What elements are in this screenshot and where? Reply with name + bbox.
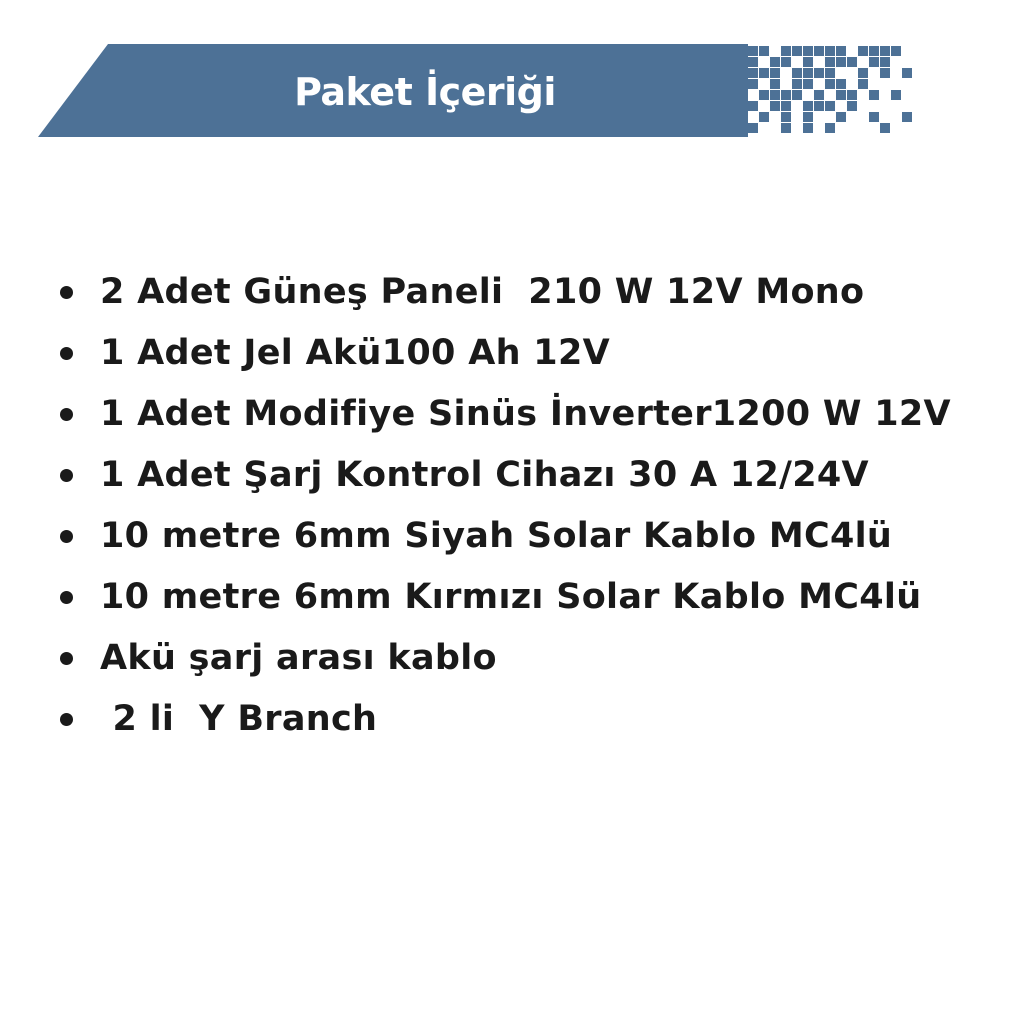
pattern-pixel [814,46,824,56]
bullet-icon [60,591,73,604]
pixel-pattern-decoration [748,46,912,133]
pattern-pixel [902,68,912,78]
pattern-pixel [803,101,813,111]
pattern-pixel [781,112,791,122]
pattern-pixel [803,112,813,122]
pattern-pixel [880,57,890,67]
list-item [52,384,1012,445]
list-item-text: 10 metre 6mm Kırmızı Solar Kablo MC4lü [100,577,922,617]
pattern-pixel [792,68,802,78]
pattern-pixel [770,68,780,78]
pattern-pixel [748,46,758,56]
pattern-pixel [792,46,802,56]
pattern-pixel [759,90,769,100]
pattern-pixel [748,57,758,67]
pattern-pixel [814,68,824,78]
pattern-pixel [880,123,890,133]
pattern-pixel [792,79,802,89]
pattern-pixel [748,123,758,133]
pattern-pixel [836,79,846,89]
pattern-pixel [825,79,835,89]
header-banner [0,0,1024,150]
pattern-pixel [858,46,868,56]
pattern-pixel [781,90,791,100]
list-item-text: 1 Adet Jel Akü100 Ah 12V [100,333,610,373]
bullet-icon [60,347,73,360]
page-title: Paket İçeriği [294,70,556,114]
bullet-icon [60,286,73,299]
pattern-pixel [759,112,769,122]
bullet-icon [60,652,73,665]
pattern-pixel [814,90,824,100]
pattern-pixel [770,90,780,100]
pattern-pixel [781,46,791,56]
pattern-pixel [825,46,835,56]
pattern-pixel [836,57,846,67]
pattern-pixel [770,57,780,67]
list-item-text: 2 Adet Güneş Paneli 210 W 12V Mono [100,272,865,312]
pattern-pixel [781,123,791,133]
pattern-pixel [869,90,879,100]
pattern-pixel [847,90,857,100]
pattern-pixel [748,101,758,111]
pattern-pixel [880,68,890,78]
list-item [52,506,1012,567]
list-item [52,262,1012,323]
package-contents-list [52,262,1012,750]
pattern-pixel [825,101,835,111]
pattern-pixel [803,79,813,89]
bullet-icon [60,713,73,726]
bullet-icon [60,469,73,482]
pattern-pixel [781,101,791,111]
bullet-icon [60,530,73,543]
pattern-pixel [770,101,780,111]
pattern-pixel [891,90,901,100]
list-item-text: 1 Adet Şarj Kontrol Cihazı 30 A 12/24V [100,455,869,495]
pattern-pixel [847,57,857,67]
pattern-pixel [759,46,769,56]
pattern-pixel [858,79,868,89]
pattern-pixel [869,57,879,67]
bullet-icon [60,408,73,421]
pattern-pixel [803,68,813,78]
pattern-pixel [814,101,824,111]
pattern-pixel [902,112,912,122]
pattern-pixel [847,101,857,111]
list-item-text: 2 li Y Branch [100,699,378,739]
pattern-pixel [803,46,813,56]
list-item-text: 10 metre 6mm Siyah Solar Kablo MC4lü [100,516,893,556]
list-item-text: 1 Adet Modifiye Sinüs İnverter1200 W 12V [100,394,951,434]
list-item-text: Akü şarj arası kablo [100,638,497,678]
list-item [52,567,1012,628]
pattern-pixel [880,46,890,56]
pattern-pixel [803,57,813,67]
list-item [52,445,1012,506]
list-item [52,628,1012,689]
pattern-pixel [825,68,835,78]
list-item [52,689,1012,750]
pattern-pixel [858,68,868,78]
pattern-pixel [770,79,780,89]
pattern-pixel [825,57,835,67]
list-item [52,323,1012,384]
pattern-pixel [869,46,879,56]
pattern-pixel [836,46,846,56]
pattern-pixel [759,68,769,78]
pattern-pixel [836,90,846,100]
pattern-pixel [836,112,846,122]
pattern-pixel [891,46,901,56]
pattern-pixel [781,57,791,67]
pattern-pixel [792,90,802,100]
pattern-pixel [825,123,835,133]
pattern-pixel [748,68,758,78]
pattern-pixel [869,112,879,122]
pattern-pixel [748,79,758,89]
pattern-pixel [803,123,813,133]
